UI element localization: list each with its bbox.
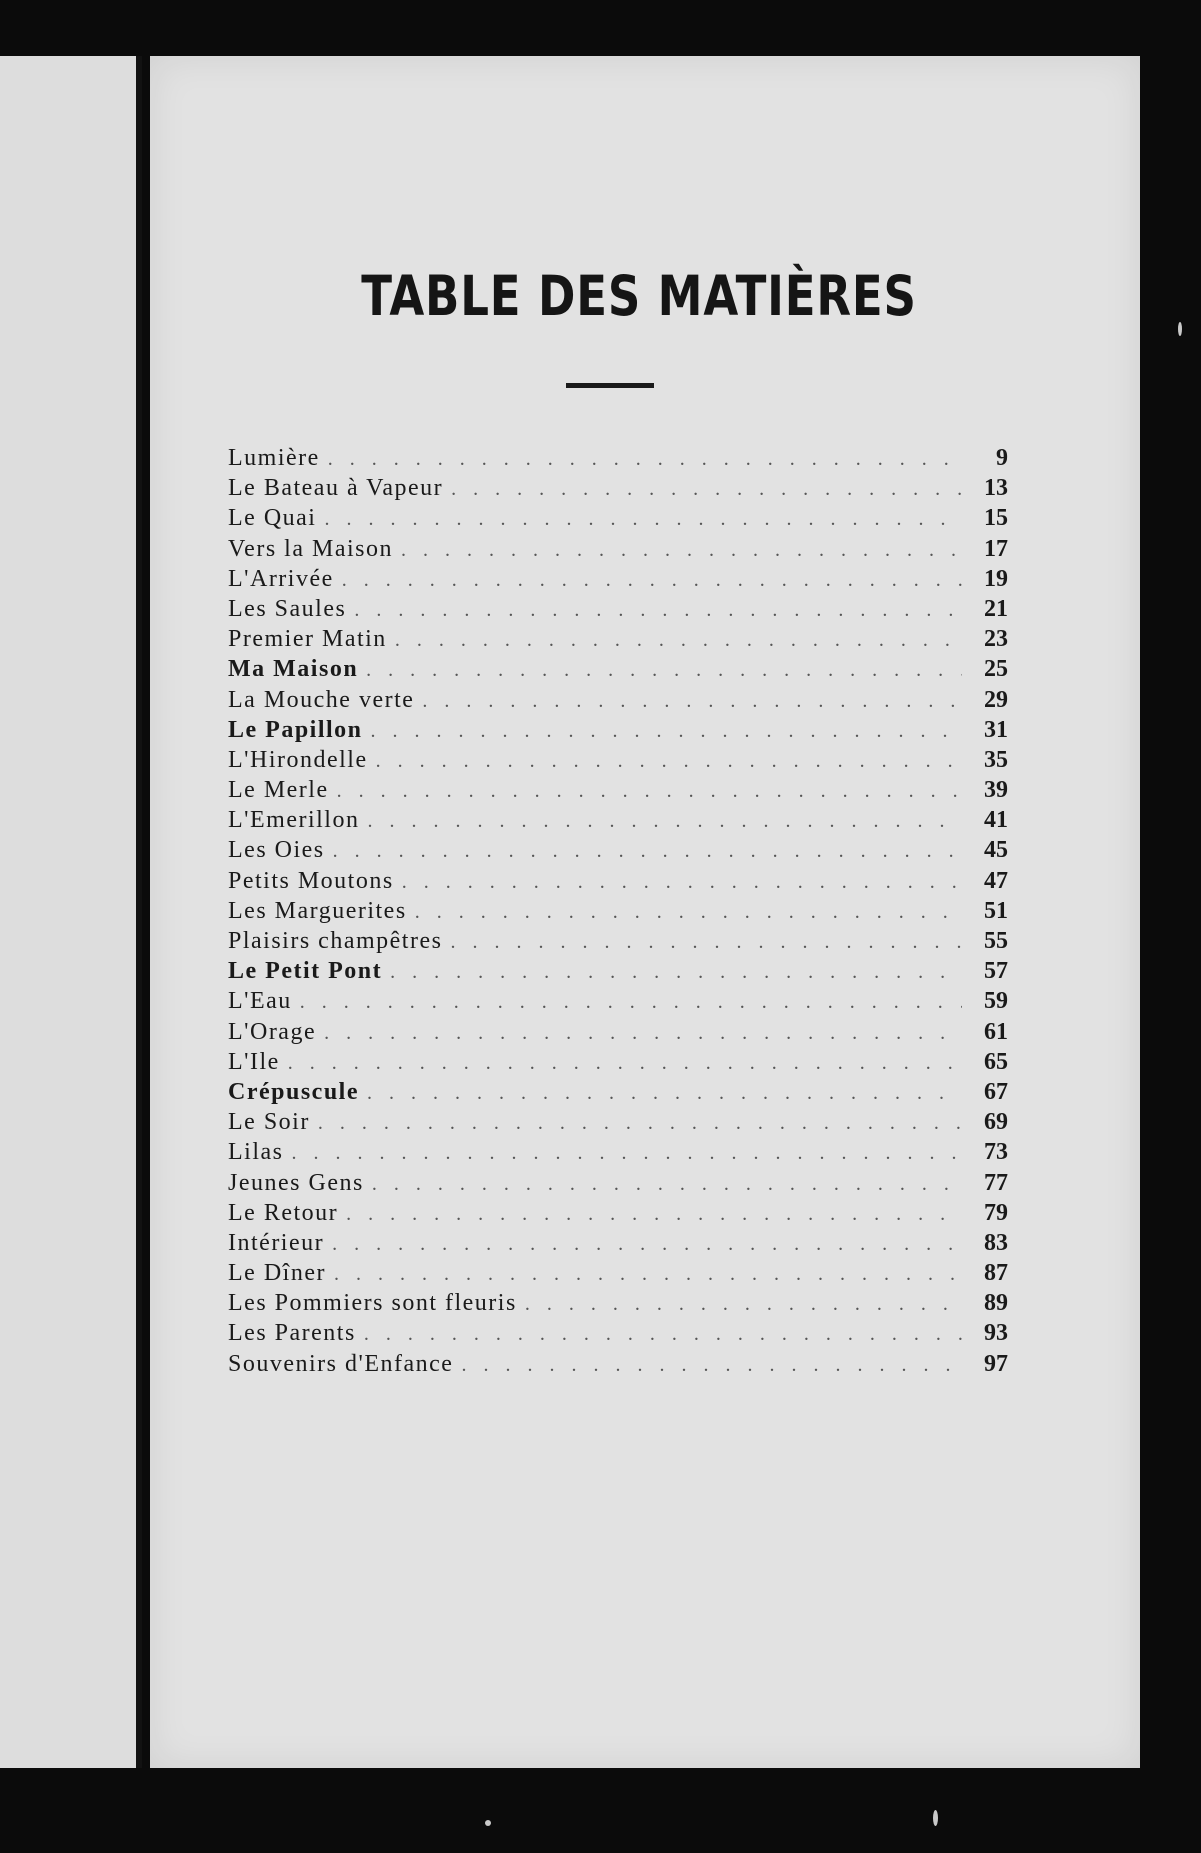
toc-entry-title: Les Saules (228, 595, 347, 622)
toc-entry-title: Souvenirs d'Enfance (228, 1350, 454, 1377)
toc-entry-page: 77 (984, 1169, 1008, 1196)
toc-entry-title: Plaisirs champêtres (228, 928, 443, 954)
film-speck (933, 1810, 938, 1826)
toc-entry-page: 9 (996, 445, 1008, 471)
title-rule (566, 383, 654, 388)
toc-entry-page: 13 (984, 475, 1008, 502)
toc-entry-title: Jeunes Gens (228, 1169, 364, 1196)
leader-dots (359, 810, 962, 833)
leader-dots (407, 901, 962, 924)
toc-entry (228, 1079, 1008, 1109)
leader-dots (292, 991, 962, 1014)
toc-entry-page: 25 (984, 656, 1008, 683)
toc-entry-page: 89 (984, 1290, 1008, 1317)
toc-entry (228, 566, 1008, 596)
toc-entry-page: 97 (984, 1350, 1008, 1377)
toc-entry-title: La Mouche verte (228, 686, 415, 713)
toc-entry-page: 39 (984, 777, 1008, 804)
toc-entry (228, 837, 1008, 867)
leader-dots (363, 720, 962, 743)
page-title: TABLE DES MATIÈRES (361, 264, 917, 328)
toc-entry (228, 868, 1008, 898)
toc-entry-page: 35 (984, 746, 1008, 773)
toc-entry (228, 1320, 1008, 1350)
toc-entry-title: Lilas (228, 1139, 284, 1166)
toc-entry (228, 687, 1008, 717)
toc-entry-title: Le Dîner (228, 1260, 326, 1287)
toc-entry-title: Les Pommiers sont fleuris (228, 1290, 517, 1317)
toc-entry-page: 67 (984, 1078, 1008, 1105)
toc-entry-page: 23 (984, 626, 1008, 653)
toc-entry-page: 61 (984, 1018, 1008, 1045)
toc-entry-page: 59 (984, 988, 1008, 1015)
toc-entry-page: 55 (984, 928, 1008, 954)
toc-entry-title: Premier Matin (228, 626, 387, 653)
toc-entry (228, 1019, 1008, 1049)
toc-entry (228, 1260, 1008, 1290)
toc-entry (228, 626, 1008, 656)
toc-entry (228, 1049, 1008, 1079)
toc-entry-page: 15 (984, 505, 1008, 532)
leader-dots (414, 690, 962, 713)
leader-dots (316, 508, 962, 531)
toc-entry-page: 87 (984, 1260, 1008, 1287)
leader-dots (280, 1052, 962, 1075)
toc-entry-title: Le Petit Pont (228, 958, 383, 985)
toc-entry-page: 41 (984, 807, 1008, 834)
toc-entry-page: 17 (984, 535, 1008, 562)
book-page (150, 56, 1140, 1768)
toc-entry-title: Petits Moutons (228, 867, 394, 894)
toc-entry (228, 958, 1008, 988)
toc-entry-title: Le Papillon (228, 716, 363, 743)
toc-entry-page: 57 (984, 958, 1008, 985)
leader-dots (368, 750, 962, 773)
toc-entry-page: 21 (984, 595, 1008, 622)
toc-entry (228, 656, 1008, 686)
toc-entry-title: L'Eau (228, 988, 292, 1015)
toc-entry (228, 1290, 1008, 1320)
leader-dots (453, 1354, 962, 1377)
toc-entry-page: 79 (984, 1199, 1008, 1226)
leader-dots (326, 1263, 962, 1286)
toc-entry (228, 596, 1008, 626)
toc-entry-page: 31 (984, 716, 1008, 743)
leader-dots (316, 1022, 962, 1045)
leader-dots (364, 1173, 962, 1196)
toc-entry-title: L'Emerillon (228, 807, 360, 834)
toc-entry (228, 1200, 1008, 1230)
leader-dots (338, 1203, 962, 1226)
leader-dots (517, 1293, 962, 1316)
toc-entry-title: L'Hirondelle (228, 746, 368, 773)
toc-entry (228, 445, 1008, 475)
toc-entry-page: 19 (984, 565, 1008, 592)
toc-entry (228, 777, 1008, 807)
toc-entry-title: Les Parents (228, 1320, 356, 1347)
toc-entry-page: 47 (984, 867, 1008, 894)
film-speck (1178, 322, 1182, 336)
toc-entry-title: Crépuscule (228, 1078, 359, 1105)
leader-dots (387, 629, 962, 652)
toc-entry (228, 747, 1008, 777)
toc-entry (228, 807, 1008, 837)
toc-entry-page: 51 (984, 897, 1008, 924)
leader-dots (329, 780, 962, 803)
toc-entry-page: 29 (984, 686, 1008, 713)
toc-entry (228, 928, 1008, 958)
toc-entry-title: Le Soir (228, 1109, 310, 1136)
toc-entry (228, 1351, 1008, 1381)
toc-entry-title: Ma Maison (228, 656, 359, 683)
toc-entry (228, 898, 1008, 928)
leader-dots (320, 448, 962, 471)
toc-entry-title: Les Oies (228, 837, 325, 864)
toc-entry-title: L'Arrivée (228, 565, 334, 592)
leader-dots (442, 931, 962, 954)
toc-entry-title: L'Orage (228, 1018, 317, 1045)
leader-dots (394, 871, 962, 894)
leader-dots (284, 1142, 963, 1165)
leader-dots (358, 659, 962, 682)
toc-entry (228, 475, 1008, 505)
toc-entry-page: 65 (984, 1048, 1008, 1075)
toc-entry (228, 1139, 1008, 1169)
toc-entry-title: Le Bateau à Vapeur (228, 475, 444, 502)
leader-dots (443, 478, 962, 501)
toc-entry-page: 93 (984, 1320, 1008, 1347)
leader-dots (359, 1082, 962, 1105)
toc-entry-page: 83 (984, 1229, 1008, 1256)
toc-entry-page: 69 (984, 1109, 1008, 1136)
leader-dots (310, 1112, 962, 1135)
toc-entry (228, 505, 1008, 535)
toc-entry-title: Lumière (228, 445, 320, 471)
toc-entry-title: Le Quai (228, 505, 317, 532)
leader-dots (382, 961, 962, 984)
left-page-edge (0, 56, 142, 1768)
leader-dots (356, 1323, 962, 1346)
toc-entry (228, 536, 1008, 566)
leader-dots (334, 569, 962, 592)
toc-entry (228, 1109, 1008, 1139)
toc-entry-title: Intérieur (228, 1229, 325, 1256)
leader-dots (325, 840, 962, 863)
toc-entry (228, 717, 1008, 747)
toc-entry-title: Les Marguerites (228, 897, 407, 924)
leader-dots (346, 599, 962, 622)
toc-entry-title: Le Merle (228, 777, 329, 804)
toc-entry (228, 1170, 1008, 1200)
leader-dots (324, 1233, 962, 1256)
toc-entry-title: Vers la Maison (228, 535, 393, 562)
film-speck (485, 1820, 491, 1826)
toc-entry-title: L'Ile (228, 1048, 280, 1075)
toc-entry (228, 1230, 1008, 1260)
table-of-contents (228, 445, 1008, 1381)
toc-entry-page: 45 (984, 837, 1008, 864)
toc-entry (228, 988, 1008, 1018)
toc-entry-title: Le Retour (228, 1199, 339, 1226)
toc-entry-page: 73 (984, 1139, 1008, 1166)
leader-dots (393, 539, 962, 562)
